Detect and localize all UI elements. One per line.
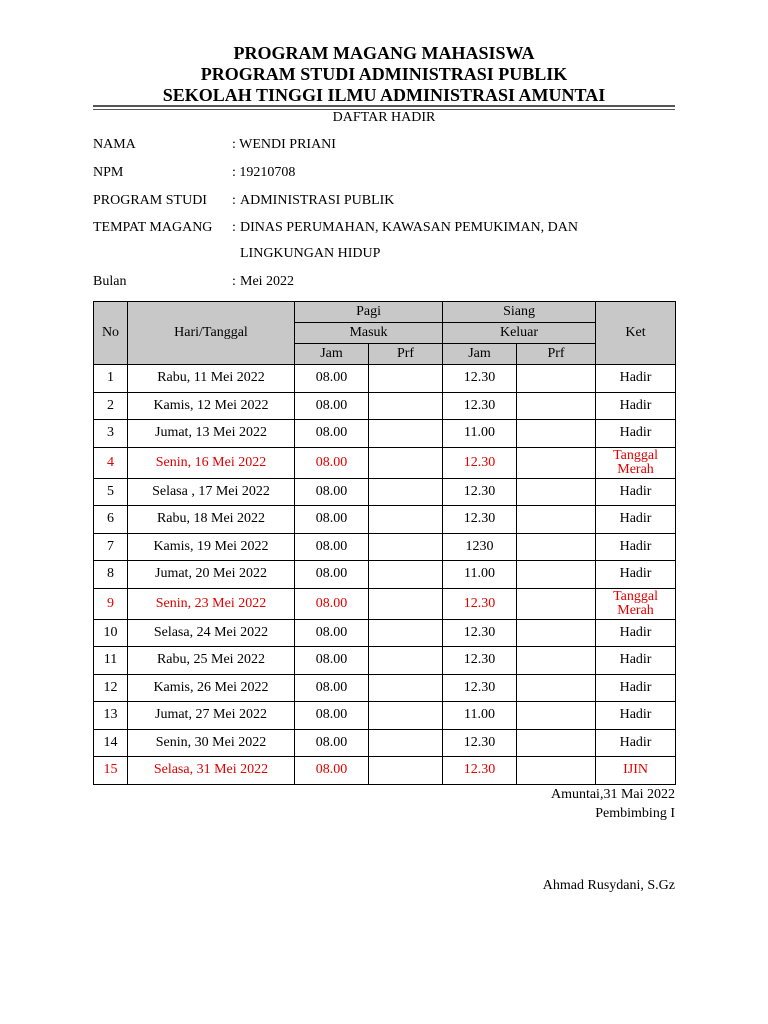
row-prf-masuk: [369, 365, 443, 393]
row-jam-keluar: 12.30: [443, 729, 517, 757]
row-hari-tanggal: Jumat, 20 Mei 2022: [128, 561, 295, 589]
header-hari-tanggal: Hari/Tanggal: [128, 302, 295, 365]
attendance-rows: [94, 365, 676, 785]
supervisor-name: Ahmad Rusydani, S.Gz: [542, 878, 675, 893]
table-row: [94, 365, 676, 393]
row-hari-tanggal: Kamis, 12 Mei 2022: [128, 392, 295, 420]
row-prf-keluar: [517, 561, 596, 589]
table-row: [94, 729, 676, 757]
row-jam-keluar: 12.30: [443, 647, 517, 675]
row-prf-masuk: [369, 729, 443, 757]
row-prf-masuk: [369, 674, 443, 702]
row-prf-masuk: [369, 702, 443, 730]
row-jam-keluar: 12.30: [443, 619, 517, 647]
row-no: 2: [94, 392, 128, 420]
row-hari-tanggal: Senin, 23 Mei 2022: [128, 588, 295, 619]
npm-label: NPM: [93, 165, 124, 180]
row-hari-tanggal: Senin, 30 Mei 2022: [128, 729, 295, 757]
nama-label: NAMA: [93, 137, 136, 152]
row-prf-keluar: [517, 619, 596, 647]
table-row: [94, 757, 676, 785]
row-no: 15: [94, 757, 128, 785]
header-line-1: PROGRAM MAGANG MAHASISWA: [233, 43, 535, 63]
row-prf-masuk: [369, 420, 443, 448]
header-jam-masuk: Jam: [295, 344, 369, 365]
row-hari-tanggal: Rabu, 18 Mei 2022: [128, 506, 295, 534]
row-prf-keluar: [517, 647, 596, 675]
row-jam-masuk: 08.00: [295, 674, 369, 702]
row-jam-keluar: 12.30: [443, 757, 517, 785]
row-no: 8: [94, 561, 128, 589]
row-jam-keluar: 11.00: [443, 420, 517, 448]
row-jam-masuk: 08.00: [295, 478, 369, 506]
row-ket: IJIN: [596, 757, 676, 785]
row-jam-masuk: 08.00: [295, 561, 369, 589]
row-jam-keluar: 11.00: [443, 702, 517, 730]
row-prf-masuk: [369, 392, 443, 420]
bulan-value: Mei 2022: [240, 274, 295, 289]
row-no: 1: [94, 365, 128, 393]
row-prf-keluar: [517, 447, 596, 478]
row-jam-keluar: 1230: [443, 533, 517, 561]
row-jam-masuk: 08.00: [295, 447, 369, 478]
header-keluar: Keluar: [443, 323, 596, 344]
row-prf-keluar: [517, 506, 596, 534]
row-jam-keluar: 12.30: [443, 506, 517, 534]
bulan-label: Bulan: [93, 274, 127, 289]
row-no: 13: [94, 702, 128, 730]
table-row: [94, 533, 676, 561]
row-prf-masuk: [369, 588, 443, 619]
row-no: 12: [94, 674, 128, 702]
attendance-table: [93, 301, 676, 785]
row-prf-keluar: [517, 702, 596, 730]
prodi-label: PROGRAM STUDI: [93, 193, 207, 208]
row-ket: Hadir: [596, 647, 676, 675]
row-ket: Tanggal Merah: [596, 447, 676, 478]
row-hari-tanggal: Selasa, 24 Mei 2022: [128, 619, 295, 647]
row-ket: Hadir: [596, 561, 676, 589]
row-jam-keluar: 11.00: [443, 561, 517, 589]
row-prf-masuk: [369, 561, 443, 589]
table-row: [94, 506, 676, 534]
table-row: [94, 647, 676, 675]
table-row: [94, 420, 676, 448]
row-ket: Hadir: [596, 392, 676, 420]
row-jam-masuk: 08.00: [295, 365, 369, 393]
row-prf-keluar: [517, 588, 596, 619]
row-prf-keluar: [517, 478, 596, 506]
bulan-colon: :: [232, 274, 236, 289]
row-ket: Hadir: [596, 478, 676, 506]
row-ket: Hadir: [596, 533, 676, 561]
row-no: 9: [94, 588, 128, 619]
row-prf-masuk: [369, 757, 443, 785]
tempat-colon: :: [232, 220, 236, 235]
row-no: 6: [94, 506, 128, 534]
row-jam-masuk: 08.00: [295, 757, 369, 785]
row-jam-masuk: 08.00: [295, 729, 369, 757]
row-jam-masuk: 08.00: [295, 392, 369, 420]
row-ket: Hadir: [596, 619, 676, 647]
row-hari-tanggal: Jumat, 27 Mei 2022: [128, 702, 295, 730]
supervisor-role: Pembimbing I: [595, 806, 675, 821]
npm-value: : 19210708: [232, 165, 296, 180]
row-jam-masuk: 08.00: [295, 619, 369, 647]
row-jam-keluar: 12.30: [443, 674, 517, 702]
table-row: [94, 392, 676, 420]
row-no: 7: [94, 533, 128, 561]
nama-value: : WENDI PRIANI: [232, 137, 336, 152]
row-hari-tanggal: Selasa, 31 Mei 2022: [128, 757, 295, 785]
row-no: 10: [94, 619, 128, 647]
row-jam-keluar: 12.30: [443, 447, 517, 478]
table-row: [94, 588, 676, 619]
header-rule-thick: [93, 105, 675, 107]
row-no: 3: [94, 420, 128, 448]
row-hari-tanggal: Rabu, 25 Mei 2022: [128, 647, 295, 675]
header-pagi: Pagi: [295, 302, 443, 323]
row-prf-keluar: [517, 392, 596, 420]
row-ket: Hadir: [596, 506, 676, 534]
row-prf-keluar: [517, 365, 596, 393]
row-jam-masuk: 08.00: [295, 647, 369, 675]
header-line-3: SEKOLAH TINGGI ILMU ADMINISTRASI AMUNTAI: [162, 85, 606, 105]
row-jam-masuk: 08.00: [295, 588, 369, 619]
row-ket: Hadir: [596, 702, 676, 730]
header-ket: Ket: [596, 302, 676, 365]
row-prf-masuk: [369, 478, 443, 506]
table-row: [94, 619, 676, 647]
row-prf-masuk: [369, 533, 443, 561]
row-hari-tanggal: Kamis, 19 Mei 2022: [128, 533, 295, 561]
header-no: No: [94, 302, 128, 365]
row-jam-keluar: 12.30: [443, 392, 517, 420]
tempat-value-line2: LINGKUNGAN HIDUP: [240, 246, 381, 261]
row-prf-masuk: [369, 647, 443, 675]
row-no: 14: [94, 729, 128, 757]
row-jam-keluar: 12.30: [443, 365, 517, 393]
row-jam-masuk: 08.00: [295, 702, 369, 730]
header-masuk: Masuk: [295, 323, 443, 344]
row-ket: Hadir: [596, 729, 676, 757]
prodi-colon: :: [232, 193, 236, 208]
row-jam-keluar: 12.30: [443, 478, 517, 506]
tempat-label: TEMPAT MAGANG: [93, 220, 213, 235]
row-ket: Hadir: [596, 365, 676, 393]
header-jam-keluar: Jam: [443, 344, 517, 365]
row-ket: Hadir: [596, 674, 676, 702]
table-row: [94, 561, 676, 589]
table-row: [94, 447, 676, 478]
row-prf-keluar: [517, 533, 596, 561]
row-no: 5: [94, 478, 128, 506]
row-hari-tanggal: Kamis, 26 Mei 2022: [128, 674, 295, 702]
row-no: 11: [94, 647, 128, 675]
row-hari-tanggal: Senin, 16 Mei 2022: [128, 447, 295, 478]
row-ket: Hadir: [596, 420, 676, 448]
header-prf-masuk: Prf: [369, 344, 443, 365]
row-no: 4: [94, 447, 128, 478]
row-prf-masuk: [369, 619, 443, 647]
row-hari-tanggal: Jumat, 13 Mei 2022: [128, 420, 295, 448]
row-hari-tanggal: Rabu, 11 Mei 2022: [128, 365, 295, 393]
row-prf-keluar: [517, 420, 596, 448]
row-prf-masuk: [369, 447, 443, 478]
table-row: [94, 478, 676, 506]
row-jam-masuk: 08.00: [295, 506, 369, 534]
prodi-value: ADMINISTRASI PUBLIK: [240, 193, 395, 208]
row-prf-keluar: [517, 729, 596, 757]
header-prf-keluar: Prf: [517, 344, 596, 365]
row-jam-keluar: 12.30: [443, 588, 517, 619]
document-subtitle: DAFTAR HADIR: [332, 110, 436, 125]
row-prf-keluar: [517, 757, 596, 785]
row-prf-masuk: [369, 506, 443, 534]
row-ket: Tanggal Merah: [596, 588, 676, 619]
place-date: Amuntai,31 Mai 2022: [550, 787, 675, 802]
row-prf-keluar: [517, 674, 596, 702]
tempat-value-line1: DINAS PERUMAHAN, KAWASAN PEMUKIMAN, DAN: [240, 220, 579, 235]
table-row: [94, 674, 676, 702]
row-jam-masuk: 08.00: [295, 533, 369, 561]
header-line-2: PROGRAM STUDI ADMINISTRASI PUBLIK: [200, 64, 568, 84]
row-jam-masuk: 08.00: [295, 420, 369, 448]
row-hari-tanggal: Selasa , 17 Mei 2022: [128, 478, 295, 506]
header-siang: Siang: [443, 302, 596, 323]
table-row: [94, 702, 676, 730]
